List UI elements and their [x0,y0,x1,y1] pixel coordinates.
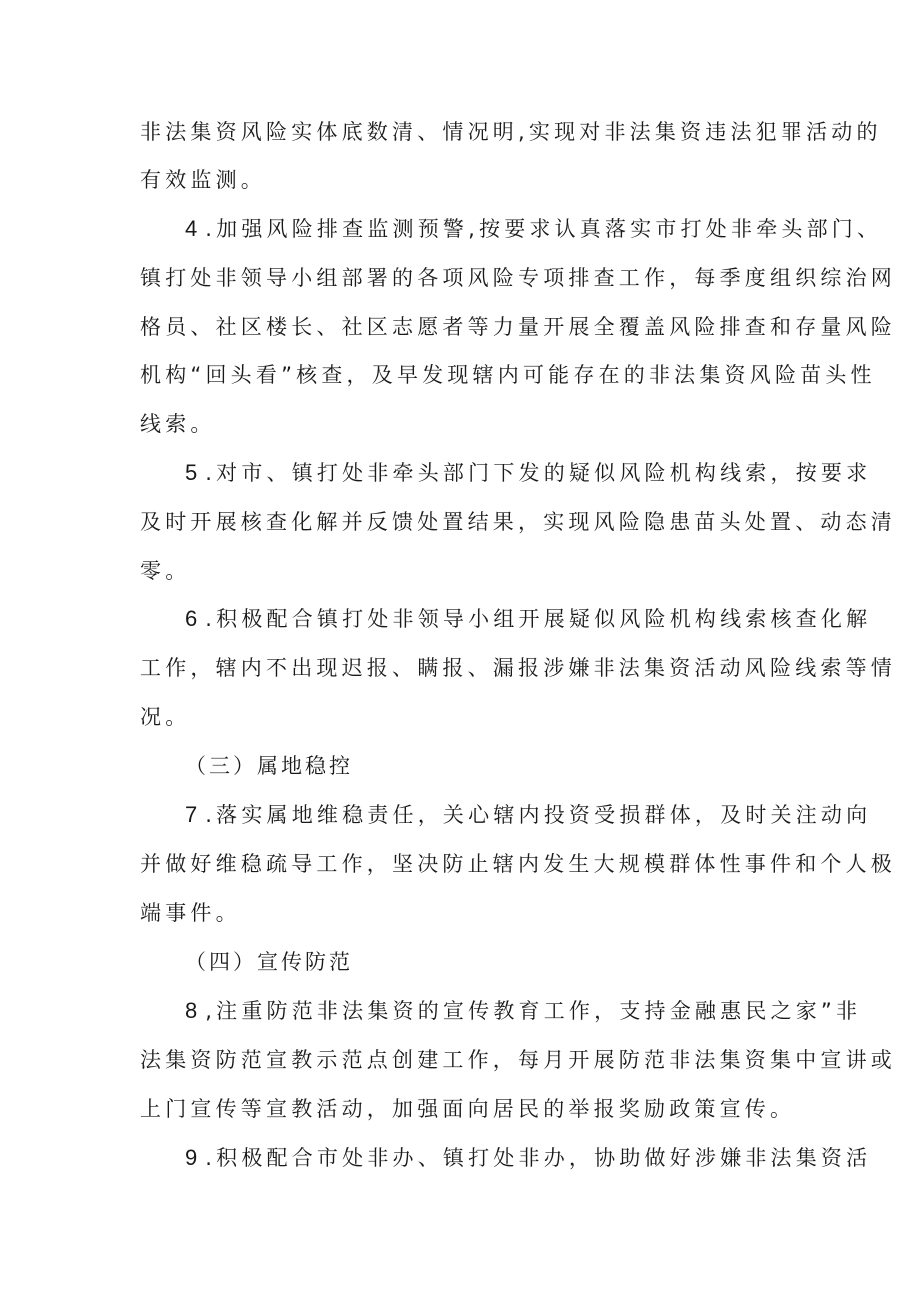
numbered-paragraph-9 [185,1144,871,1172]
line-text: 零。 [140,559,191,583]
body-text-line [140,166,266,194]
body-text-line [140,118,882,146]
line-text: 非法集资风险实体底数清、情况明,实现对非法集资违法犯罪活动的 [140,120,882,144]
item-number: 7 [185,802,198,827]
line-text: 端事件。 [140,901,241,925]
line-text: 法集资防范宣教示范点创建工作，每月开展防范非法集资集中宣讲或 [140,1048,896,1072]
heading-text: （四）宣传防范 [185,950,353,974]
body-text-line [140,313,896,341]
body-text-line [140,361,876,389]
body-text-line [140,508,896,536]
line-text: .对市、镇打处非牵头部门下发的疑似风险机构线索，按要求 [205,461,872,485]
numbered-paragraph-4 [185,215,882,243]
line-text: 镇打处非领导小组部署的各项风险专项排查工作，每季度组织综治网 [140,266,896,290]
numbered-paragraph-7 [185,801,871,829]
item-number: 5 [185,460,198,485]
body-text-line [140,264,896,292]
line-text: 并做好维稳疏导工作，坚决防止辖内发生大规模群体性事件和个人极 [140,852,896,876]
line-text: 机构“回头看”核查，及早发现辖内可能存在的非法集资风险苗头性 [140,363,876,387]
item-number: 8 [185,998,198,1023]
body-text-line [140,703,190,731]
line-text: 格员、社区楼长、社区志愿者等力量开展全覆盖风险排查和存量风险 [140,315,896,339]
item-number: 9 [185,1145,198,1170]
line-text: 及时开展核查化解并反馈处置结果，实现风险隐患苗头处置、动态清 [140,510,896,534]
line-text: 工作，辖内不出现迟报、瞒报、漏报涉嫌非法集资活动风险线索等情 [140,656,896,680]
line-text: 况。 [140,705,191,729]
numbered-paragraph-6 [185,605,871,633]
body-text-line [140,654,896,682]
body-text-line [140,410,216,438]
body-text-line [140,899,241,927]
numbered-paragraph-5 [185,459,871,487]
line-text: ,注重防范非法集资的宣传教育工作，支持金融惠民之家”非 [205,999,862,1023]
line-text: 线索。 [140,412,216,436]
item-number: 6 [185,606,198,631]
body-text-line [140,557,190,585]
line-text: 上门宣传等宣教活动，加强面向居民的举报奖励政策宣传。 [140,1097,796,1121]
heading-text: （三）属地稳控 [185,754,353,778]
line-text: .积极配合镇打处非领导小组开展疑似风险机构线索核查化解 [205,607,872,631]
body-text-line [140,1046,896,1074]
body-text-line [140,850,896,878]
section-heading-4 [185,948,353,976]
section-heading-3 [185,752,353,780]
line-text: 有效监测。 [140,168,266,192]
numbered-paragraph-8 [185,997,861,1025]
line-text: .加强风险排查监测预警,按要求认真落实市打处非牵头部门、 [205,217,883,241]
body-text-line [140,1095,795,1123]
line-text: .积极配合市处非办、镇打处非办，协助做好涉嫌非法集资活 [205,1146,872,1170]
item-number: 4 [185,216,198,241]
line-text: .落实属地维稳责任，关心辖内投资受损群体，及时关注动向 [205,803,872,827]
